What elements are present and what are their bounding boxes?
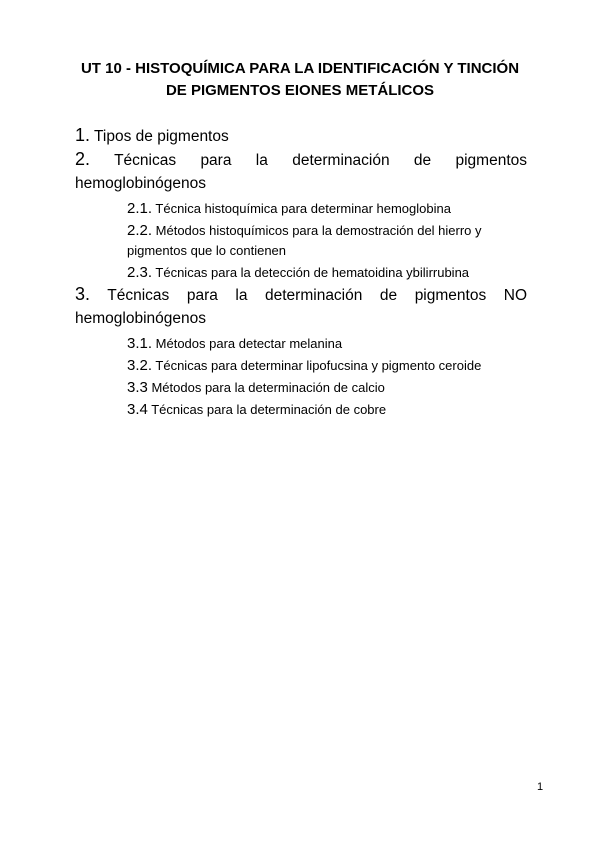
toc-item-text: Métodos para la determinación de calcio xyxy=(147,380,385,395)
toc-item-number: 3.2. xyxy=(127,357,153,374)
page-number: 1 xyxy=(537,781,544,793)
toc-item-text: Técnicas para la determinación de cobre xyxy=(147,402,387,417)
toc-item-3-3 xyxy=(127,378,527,398)
toc-item-text: Técnicas para la determinación de pigmentos NO hemoglobinógenos xyxy=(75,287,527,327)
toc-item-2-2 xyxy=(127,221,527,261)
toc-item-number: 2.3. xyxy=(127,264,153,281)
table-of-contents xyxy=(75,124,527,420)
toc-item-number: 2.2. xyxy=(127,222,153,239)
toc-item-text: Técnica histoquímica para determinar hemoglobina xyxy=(152,201,451,216)
toc-item-number: 2.1. xyxy=(127,200,153,217)
toc-item-number: 2. xyxy=(75,149,91,169)
toc-item-number: 3. xyxy=(75,284,91,304)
document-title xyxy=(60,58,540,102)
toc-item-number: 3.3 xyxy=(127,379,148,396)
toc-item-3 xyxy=(75,283,527,330)
title-line-1: UT 10 - HISTOQUÍMICA PARA LA IDENTIFICACIÓN Y TINCIÓN xyxy=(80,60,520,77)
toc-item-3-2 xyxy=(127,356,527,376)
toc-item-text: Tipos de pigmentos xyxy=(90,128,229,145)
toc-item-2-1 xyxy=(127,199,527,219)
toc-item-1 xyxy=(75,124,527,148)
toc-item-2-3 xyxy=(127,263,527,283)
toc-item-number: 3.4 xyxy=(127,401,148,418)
toc-item-text: Técnicas para la determinación de pigmentos hemoglobinógenos xyxy=(75,152,527,192)
toc-item-number: 1. xyxy=(75,125,91,145)
toc-item-2 xyxy=(75,148,527,195)
toc-item-text: Técnicas para la detección de hematoidina ybilirrubina xyxy=(152,265,470,280)
toc-item-text: Métodos para detectar melanina xyxy=(152,336,343,351)
title-line-2: DE PIGMENTOS EIONES METÁLICOS xyxy=(165,82,435,99)
toc-item-3-1 xyxy=(127,334,527,354)
toc-item-text: Técnicas para determinar lipofucsina y pigmento ceroide xyxy=(152,358,482,373)
toc-item-3-4 xyxy=(127,400,527,420)
toc-item-number: 3.1. xyxy=(127,335,153,352)
toc-item-text: Métodos histoquímicos para la demostración del hierro y pigmentos que lo contienen xyxy=(127,223,482,258)
